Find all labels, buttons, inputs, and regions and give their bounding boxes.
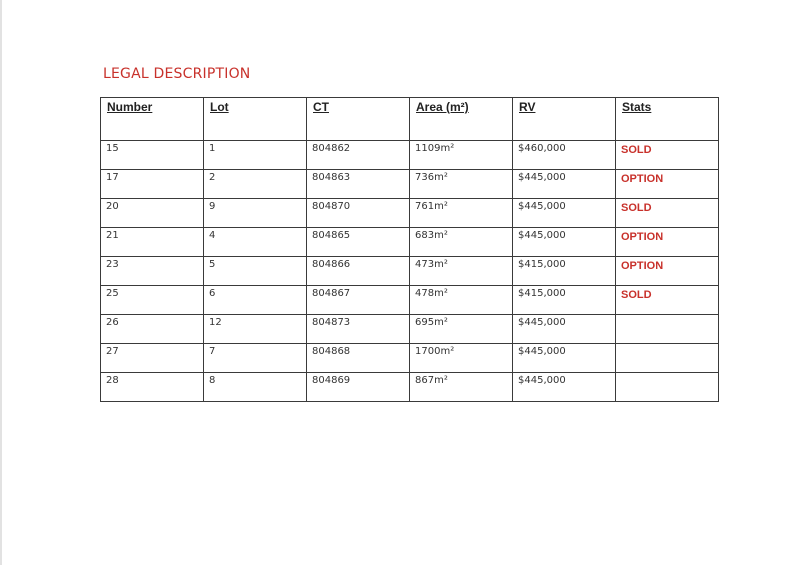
cell-value: 1 <box>209 143 216 154</box>
cell-number <box>101 286 204 315</box>
column-header-label: Lot <box>210 100 229 114</box>
cell-ct <box>307 170 410 199</box>
table-row <box>101 257 719 286</box>
table-row <box>101 373 719 402</box>
cell-value: 20 <box>106 201 119 212</box>
cell-area <box>410 257 513 286</box>
cell-rv <box>513 344 616 373</box>
cell-number <box>101 344 204 373</box>
column-header-label: Stats <box>622 100 652 114</box>
cell-ct <box>307 141 410 170</box>
cell-stats <box>616 199 719 228</box>
cell-value: 6 <box>209 288 216 299</box>
cell-lot <box>204 170 307 199</box>
cell-ct <box>307 373 410 402</box>
cell-number <box>101 373 204 402</box>
cell-area <box>410 315 513 344</box>
cell-area <box>410 344 513 373</box>
status-badge <box>616 315 718 318</box>
column-header-number <box>101 98 204 141</box>
table-row <box>101 141 719 170</box>
status-badge: SOLD <box>621 202 652 214</box>
cell-area <box>410 141 513 170</box>
column-header-label: Number <box>107 100 153 114</box>
cell-value: 27 <box>106 346 119 357</box>
cell-value: 5 <box>209 259 216 270</box>
cell-value: $445,000 <box>518 317 566 328</box>
cell-value: 26 <box>106 317 119 328</box>
cell-lot <box>204 257 307 286</box>
cell-value: 736m² <box>415 172 448 183</box>
cell-value: 15 <box>106 143 119 154</box>
column-header-stats <box>616 98 719 141</box>
cell-value: 761m² <box>415 201 448 212</box>
cell-rv <box>513 199 616 228</box>
table-row <box>101 315 719 344</box>
cell-number <box>101 170 204 199</box>
cell-lot <box>204 141 307 170</box>
table-row <box>101 286 719 315</box>
cell-area <box>410 228 513 257</box>
table-row <box>101 199 719 228</box>
cell-ct <box>307 344 410 373</box>
cell-value: 473m² <box>415 259 448 270</box>
cell-stats <box>616 315 719 344</box>
status-badge: OPTION <box>621 173 664 185</box>
column-header-lot <box>204 98 307 141</box>
cell-rv <box>513 228 616 257</box>
column-header-label: RV <box>519 100 536 114</box>
cell-number <box>101 141 204 170</box>
cell-ct <box>307 315 410 344</box>
status-badge: SOLD <box>621 289 652 301</box>
cell-number <box>101 315 204 344</box>
legal-description-table <box>100 97 719 402</box>
cell-value: $445,000 <box>518 201 566 212</box>
cell-lot <box>204 315 307 344</box>
cell-value: 28 <box>106 375 119 386</box>
cell-value: 804870 <box>312 201 351 212</box>
cell-value: 2 <box>209 172 216 183</box>
cell-stats <box>616 170 719 199</box>
column-header-label: CT <box>313 100 329 114</box>
cell-rv <box>513 257 616 286</box>
cell-area <box>410 373 513 402</box>
cell-value: 804869 <box>312 375 351 386</box>
cell-value: 12 <box>209 317 222 328</box>
page-title: LEGAL DESCRIPTION <box>103 66 251 82</box>
cell-stats <box>616 344 719 373</box>
cell-rv <box>513 315 616 344</box>
cell-value: 1109m² <box>415 143 455 154</box>
cell-rv <box>513 170 616 199</box>
cell-value: $445,000 <box>518 172 566 183</box>
cell-number <box>101 228 204 257</box>
cell-ct <box>307 257 410 286</box>
status-badge: SOLD <box>621 144 652 156</box>
cell-rv <box>513 141 616 170</box>
cell-value: 867m² <box>415 375 448 386</box>
cell-value: $445,000 <box>518 230 566 241</box>
cell-stats <box>616 286 719 315</box>
column-header-area <box>410 98 513 141</box>
cell-rv <box>513 286 616 315</box>
cell-value: 1700m² <box>415 346 455 357</box>
status-badge <box>616 373 718 376</box>
cell-rv <box>513 373 616 402</box>
cell-value: 23 <box>106 259 119 270</box>
column-header-label: Area (m²) <box>416 100 469 114</box>
cell-lot <box>204 344 307 373</box>
cell-value: 695m² <box>415 317 448 328</box>
cell-ct <box>307 286 410 315</box>
cell-value: 25 <box>106 288 119 299</box>
cell-value: $445,000 <box>518 375 566 386</box>
cell-value: 7 <box>209 346 216 357</box>
table-row <box>101 228 719 257</box>
cell-value: 804867 <box>312 288 351 299</box>
cell-value: 21 <box>106 230 119 241</box>
cell-value: 804862 <box>312 143 351 154</box>
cell-value: 683m² <box>415 230 448 241</box>
cell-number <box>101 199 204 228</box>
column-header-rv <box>513 98 616 141</box>
status-badge: OPTION <box>621 231 664 243</box>
cell-lot <box>204 373 307 402</box>
status-badge <box>616 344 718 347</box>
cell-value: 478m² <box>415 288 448 299</box>
column-header-ct <box>307 98 410 141</box>
cell-stats <box>616 141 719 170</box>
cell-area <box>410 170 513 199</box>
cell-value: 804866 <box>312 259 351 270</box>
cell-area <box>410 199 513 228</box>
cell-value: $460,000 <box>518 143 566 154</box>
cell-value: 17 <box>106 172 119 183</box>
cell-stats <box>616 257 719 286</box>
table-row <box>101 344 719 373</box>
cell-lot <box>204 286 307 315</box>
cell-stats <box>616 228 719 257</box>
cell-ct <box>307 228 410 257</box>
cell-value: 804863 <box>312 172 351 183</box>
cell-number <box>101 257 204 286</box>
page-edge <box>0 0 2 565</box>
cell-value: 9 <box>209 201 216 212</box>
status-badge: OPTION <box>621 260 664 272</box>
cell-lot <box>204 199 307 228</box>
cell-value: $445,000 <box>518 346 566 357</box>
cell-ct <box>307 199 410 228</box>
cell-value: 804865 <box>312 230 351 241</box>
cell-lot <box>204 228 307 257</box>
cell-value: $415,000 <box>518 259 566 270</box>
table-header-row <box>101 98 719 141</box>
table-row <box>101 170 719 199</box>
cell-value: 804868 <box>312 346 351 357</box>
cell-value: 4 <box>209 230 216 241</box>
cell-area <box>410 286 513 315</box>
cell-stats <box>616 373 719 402</box>
cell-value: $415,000 <box>518 288 566 299</box>
cell-value: 8 <box>209 375 216 386</box>
cell-value: 804873 <box>312 317 351 328</box>
